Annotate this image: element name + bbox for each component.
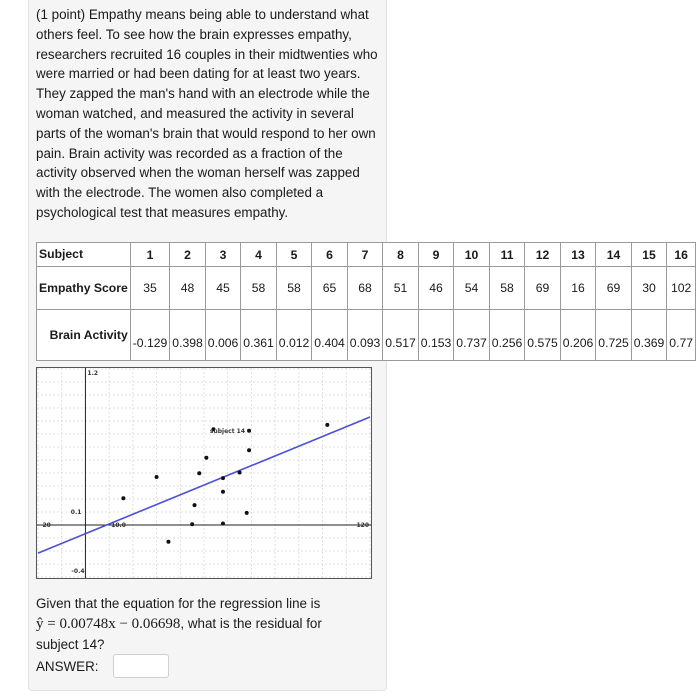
subject-number-cell: 15 [631,243,667,267]
empathy-score-cell: 102 [667,267,696,310]
x-axis-max-label: 120 [356,522,369,529]
empathy-score-cell: 69 [596,267,632,310]
data-point [193,503,197,507]
subject-number-cell: 13 [560,243,596,267]
brain-activity-cell: -0.129 [130,310,170,361]
question [36,594,366,654]
subject-number-cell: 2 [170,243,206,267]
brain-activity-cell: 0.256 [489,310,525,361]
data-point [121,496,125,500]
empathy-score-header: Empathy Score [37,267,131,310]
subject-row [37,243,696,267]
empathy-score-cell: 65 [312,267,348,310]
empathy-score-cell: 54 [454,267,490,310]
data-point [155,475,159,479]
empathy-score-cell: 68 [347,267,383,310]
empathy-score-row [37,267,696,310]
brain-activity-cell: 0.575 [525,310,561,361]
data-point [204,456,208,460]
brain-activity-cell: 0.093 [347,310,383,361]
empathy-score-cell: 46 [418,267,454,310]
empathy-score-cell: 30 [631,267,667,310]
subject-number-cell: 5 [276,243,312,267]
subject-number-cell: 14 [596,243,632,267]
data-point [166,540,170,544]
brain-activity-row [37,310,696,361]
subject-number-cell: 11 [489,243,525,267]
y-axis-min-label: -0.4 [71,568,85,575]
y-axis-max-label: 1.2 [87,370,99,377]
y-axis-mark-label: 0.1 [70,509,82,516]
brain-activity-cell: 0.725 [596,310,632,361]
data-point [238,470,242,474]
subject-number-cell: 9 [418,243,454,267]
brain-activity-cell: 0.012 [276,310,312,361]
subject-number-cell: 7 [347,243,383,267]
data-point [221,521,225,525]
brain-activity-header: Brain Activity [37,310,131,361]
brain-activity-cell: 0.77 [667,310,696,361]
data-table [36,242,696,361]
empathy-score-cell: 58 [489,267,525,310]
subject-number-cell: 10 [454,243,490,267]
data-point [245,511,249,515]
brain-activity-cell: 0.153 [418,310,454,361]
empathy-score-cell: 16 [560,267,596,310]
question-rest: , what is the residual for subject 14? [36,615,322,652]
brain-activity-cell: 0.369 [631,310,667,361]
subject-number-cell: 1 [130,243,170,267]
empathy-score-cell: 45 [205,267,241,310]
brain-activity-cell: 0.517 [383,310,419,361]
data-point [247,429,251,433]
data-point [325,423,329,427]
x-axis-mark-label: 10.0 [111,522,126,529]
subject-number-cell: 12 [525,243,561,267]
subject-number-cell: 4 [241,243,277,267]
empathy-score-cell: 51 [383,267,419,310]
data-point [190,522,194,526]
subject-number-cell: 8 [383,243,419,267]
scatter-plot-svg [36,367,372,579]
subject-header: Subject [37,243,131,267]
regression-equation: ŷ = 0.00748x − 0.06698 [36,615,181,632]
empathy-score-cell: 48 [170,267,206,310]
answer-input[interactable] [113,654,169,678]
empathy-score-cell: 35 [130,267,170,310]
brain-activity-cell: 0.361 [241,310,277,361]
answer-label: ANSWER: [36,658,99,674]
answer-row [36,652,169,680]
data-point [247,448,251,452]
empathy-score-cell: 58 [276,267,312,310]
brain-activity-cell: 0.206 [560,310,596,361]
question-intro: Given that the equation for the regression line is [36,596,321,611]
scatter-plot [36,367,372,579]
empathy-score-cell: 69 [525,267,561,310]
data-point [221,490,225,494]
x-axis-min-label: -20 [40,522,51,529]
brain-activity-cell: 0.737 [454,310,490,361]
brain-activity-cell: 0.398 [170,310,206,361]
problem-statement: (1 point) Empathy means being able to understand what others feel. To see how the brain expresses empathy, researchers recruited 16 couples in their midtwenties who were married or had been dating for at least two years. They zapped the man's hand with an electrode while the woman watched, and measured the activity in several parts of the woman's brain that would respond to her own pain. Brain activity was recorded as a fraction of the activity observed when the woman herself was zapped with the electrode. The women also completed a psychological test that measures empathy. [36,7,378,220]
brain-activity-cell: 0.404 [312,310,348,361]
data-point [221,476,225,480]
subject-14-annotation: subject 14 [209,427,246,435]
subject-number-cell: 3 [205,243,241,267]
subject-number-cell: 6 [312,243,348,267]
data-point [197,471,201,475]
brain-activity-cell: 0.006 [205,310,241,361]
empathy-score-cell: 58 [241,267,277,310]
subject-number-cell: 16 [667,243,696,267]
